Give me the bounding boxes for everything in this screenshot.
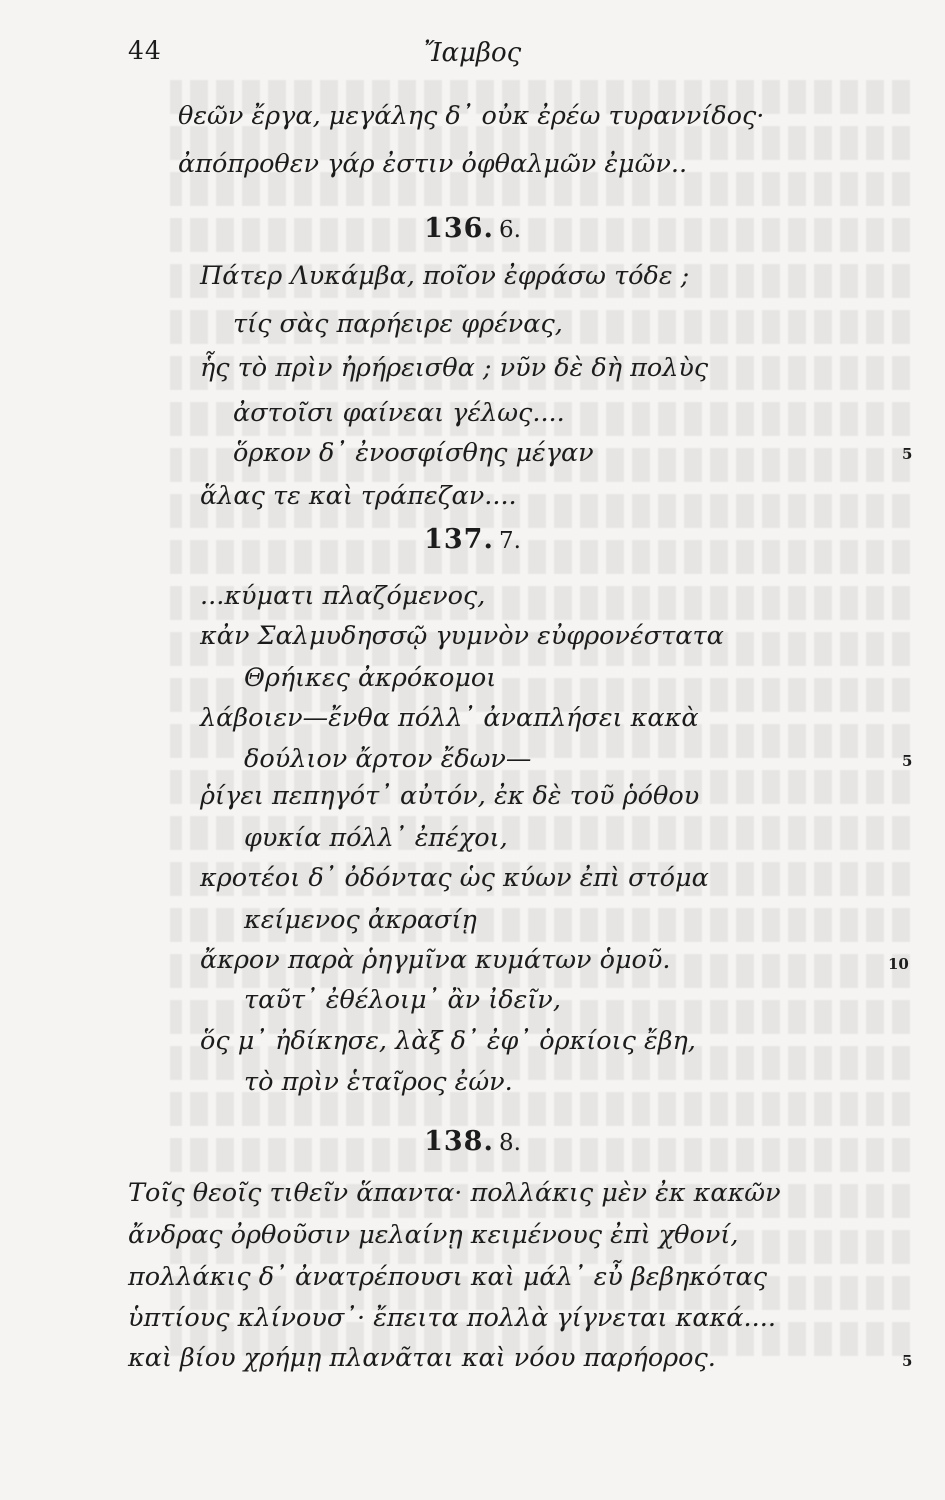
fragment-subnumber: 7. [498,528,521,554]
verse-line: ῥίγει πεπηγότ᾽ αὐτόν, ἐκ δὲ τοῦ ῥόθου [200,781,700,811]
verse-line: ἧς τὸ πρὶν ἠρήρεισθα ; νῦν δὲ δὴ πολὺς [200,353,709,383]
verse-line: ὅρκον δ᾽ ἐνοσφίσθης μέγαν [233,438,594,468]
fragment-number: 138. [424,1126,494,1157]
fragment-number: 137. [424,524,494,555]
verse-line: Πάτερ Λυκάμβα, ποῖον ἐφράσω τόδε ; [200,261,690,291]
verse-line: Θρήικες ἀκρόκομοι [244,663,497,693]
verse-line: λάβοιεν—ἔνθα πόλλ᾽ ἀναπλήσει κακὰ [200,703,699,733]
verse-line: καὶ βίου χρήμῃ πλανᾶται καὶ νόου παρήορος. [128,1343,716,1373]
page-number: 44 [128,36,162,65]
verse-line: ἄκρον παρὰ ῥηγμῖνα κυμάτων ὁμοῦ. [200,945,671,975]
verse-line: ἅλας τε καὶ τράπεζαν.... [200,481,517,511]
verse-line: τὸ πρὶν ἑταῖρος ἐών. [244,1067,513,1097]
verse-line: ἀπόπροθεν γάρ ἐστιν ὀφθαλμῶν ἐμῶν.. [178,149,688,179]
verse-line: ταῦτ᾽ ἐθέλοιμ᾽ ἂν ἰδεῖν, [244,985,561,1015]
fragment-number: 136. [424,213,494,244]
verse-line: θεῶν ἔργα, μεγάλης δ᾽ οὐκ ἐρέω τυραννίδος· [178,101,765,131]
line-marker: 5 [902,752,913,770]
running-title: Ἴαμβος [423,38,522,68]
fragment-heading [0,213,945,248]
verse-line: κείμενος ἀκρασίῃ [244,905,477,935]
verse-line: ἄνδρας ὀρθοῦσιν μελαίνῃ κειμένους ἐπὶ χθονί, [128,1220,739,1250]
verse-line: κἀν Σαλμυδησσῷ γυμνὸν εὐφρονέστατα [200,621,724,651]
fragment-subnumber: 8. [498,1130,521,1156]
line-marker: 5 [902,445,913,463]
verse-line: κροτέοι δ᾽ ὀδόντας ὡς κύων ἐπὶ στόμα [200,863,709,893]
verse-line: τίς σὰς παρήειρε φρένας, [233,309,563,339]
verse-line: ὑπτίους κλίνουσ᾽· ἔπειτα πολλὰ γίγνεται κακά.... [128,1303,776,1333]
verse-line: Τοῖς θεοῖς τιθεῖν ἅπαντα· πολλάκις μὲν ἐκ κακῶν [128,1178,781,1208]
verse-line: ἀστοῖσι φαίνεαι γέλως.... [233,398,565,428]
line-marker: 10 [888,955,909,973]
verse-line: ...κύματι πλαζόμενος, [200,581,486,611]
fragment-subnumber: 6. [498,217,521,243]
verse-line: δούλιον ἄρτον ἔδων— [244,744,532,774]
verse-line: πολλάκις δ᾽ ἀνατρέπουσι καὶ μάλ᾽ εὖ βεβηκότας [128,1262,768,1292]
fragment-heading [0,524,945,559]
fragment-heading [0,1126,945,1161]
line-marker: 5 [902,1352,913,1370]
verse-line: ὅς μ᾽ ἠδίκησε, λὰξ δ᾽ ἐφ᾽ ὁρκίοις ἔβη, [200,1026,696,1056]
verse-line: φυκία πόλλ᾽ ἐπέχοι, [244,823,508,853]
